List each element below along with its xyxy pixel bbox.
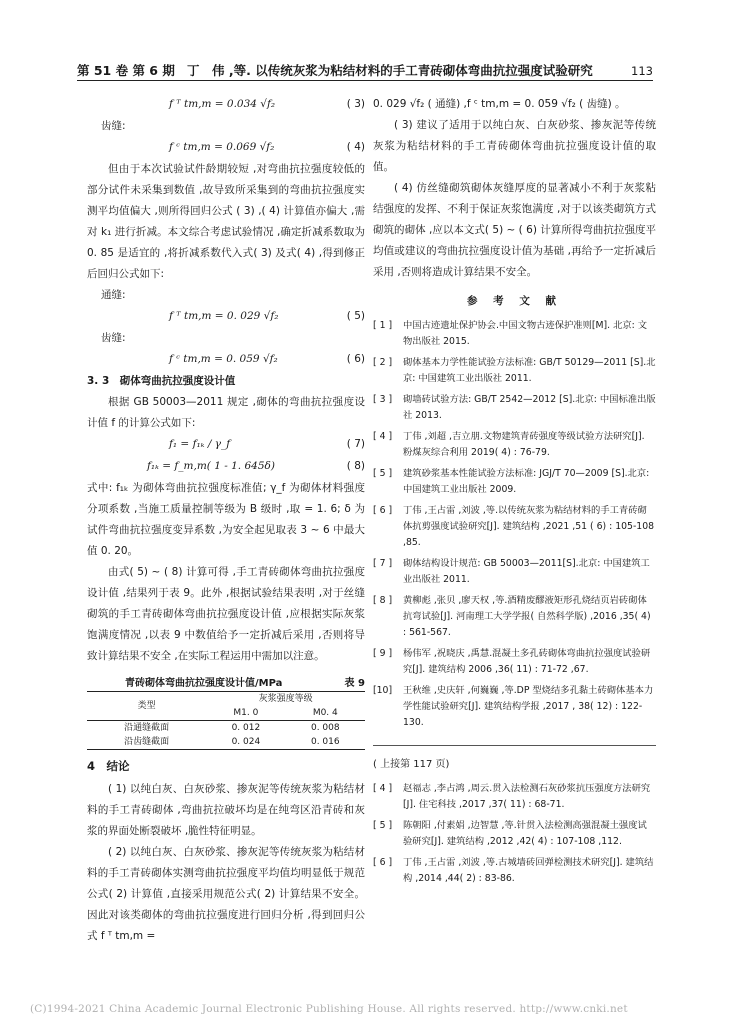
left-column: [87, 94, 365, 947]
conclusion-3: ( 3) 建议了适用于以纯白灰、白灰砂浆、掺灰泥等传统灰浆为粘结材料的手工青砖砌体弯曲抗拉强度设计值的取值。: [373, 119, 656, 173]
paragraph-results: 由式( 5) ~ ( 8) 计算可得 ,手工青砖砌体弯曲抗拉强度设计值 ,结果列于表 9。此外 ,根据试验结果表明 ,对于丝缝砌筑的手工青砖砌体弯曲抗拉强度设计值 ,应根据实际灰浆饱满度情况 ,以表 9 中数值给予一定折减后采用 ,否则将导致计算结果不安全 ,在实际工程运用中需加以注意。: [87, 566, 365, 662]
right-column: [373, 94, 656, 892]
table-row: [87, 735, 365, 750]
reference-item: [373, 355, 656, 387]
reference-item: [373, 818, 656, 850]
header-rule: [77, 80, 653, 81]
table-cell: 0. 012: [231, 723, 261, 733]
reference-item: [373, 855, 656, 887]
running-title: 丁 伟 ,等. 以传统灰浆为粘结材料的手工青砖砌体弯曲抗拉强度试验研究: [187, 63, 593, 78]
reference-number: [ 8 ]: [373, 595, 393, 606]
table-cell: 0. 024: [231, 737, 261, 747]
conclusion-4: ( 4) 仿丝缝砌筑砌体灰缝厚度的显著减小不利于灰浆粘结强度的发挥、不利于保证灰浆饱满度 ,对于以该类砌筑方式砌筑的砌体 ,应以本文式( 5) ~ ( 6) 计算所得弯曲抗拉强度平均值或建议的弯曲抗拉强度设计值为基础 ,再给予一定折减后采用 ,否则将造成计算结果不安全。: [373, 182, 656, 278]
table-cell: 沿齿缝截面: [124, 737, 170, 747]
reference-text: 黄柳彪 ,张贝 ,廖天权 ,等.酒精废醪液矩形孔烧结页岩砖砌体抗弯试验[J]. 河南理工大学学报( 自然科学版) ,2016 ,35( 4) : 561-567.: [403, 595, 651, 638]
reference-number: [ 6 ]: [373, 857, 393, 868]
reference-text: 丁伟 ,刘超 ,吉立朋.文物建筑青砖强度等级试验方法研究[J]. 粉煤灰综合利用 2019( 4) : 76-79.: [403, 431, 645, 458]
continuation-divider: [373, 745, 656, 746]
table-9: [87, 691, 365, 750]
formula-3: [87, 94, 365, 116]
reference-text: 砌墙砖试验方法: GB/T 2542—2012 [S].北京: 中国标准出版社 2013.: [403, 394, 656, 421]
table-header-type: 类型: [87, 692, 206, 721]
formula-3-number: ( 3): [346, 98, 365, 110]
formula-5: [87, 306, 365, 328]
reference-item: [373, 503, 656, 551]
formula-8-expr: f₁ₖ = f_m,m( 1 - 1. 645δ): [147, 460, 275, 472]
reference-text: 中国古迹遗址保护协会.中国文物古迹保护准则[M]. 北京: 文物出版社 2015.: [403, 320, 648, 347]
reference-number: [ 4 ]: [373, 431, 393, 442]
paragraph-symbols: 式中: f₁ₖ 为砌体弯曲抗拉强度标准值; γ_f 为砌体材料强度分项系数 ,当施工质量控制等级为 B 级时 ,取 = 1. 6; δ 为试件弯曲抗拉强度变异系数 ,为安全起见取表 3 ~ 6 中最大值 0. 20。: [87, 482, 365, 557]
references-heading: 参 考 文 献: [467, 295, 562, 307]
section-4-heading: 4 结论: [87, 759, 130, 773]
reference-number: [10]: [373, 685, 393, 696]
table-header-group: 灰浆强度等级: [258, 694, 313, 704]
table-9-caption: [87, 673, 365, 691]
formula-5-number: ( 5): [346, 310, 365, 322]
reference-text: 王秋维 ,史庆轩 ,何巍巍 ,等.DP 型烧结多孔黏土砖砌体基本力学性能试验研究[J]. 建筑结构学报 ,2017 , 38( 12) : 122-130.: [403, 685, 654, 728]
reference-text: 赵福志 ,李占鸿 ,周云.贯入法检测石灰砂浆抗压强度方法研究[J]. 住宅科技 ,2017 ,37( 11) : 68-71.: [403, 783, 651, 810]
reference-text: 砌体基本力学性能试验方法标准: GB/T 50129—2011 [S].北京: 中国建筑工业出版社 2011.: [403, 357, 656, 384]
reference-text: 砌体结构设计规范: GB 50003—2011[S].北京: 中国建筑工业出版社 2011.: [403, 558, 650, 585]
table-cell: 0. 008: [310, 723, 340, 733]
reference-text: 建筑砂浆基本性能试验方法标准: JGJ/T 70—2009 [S].北京: 中国建筑工业出版社 2009.: [403, 468, 650, 495]
formula-6: [87, 349, 365, 371]
formula-7-number: ( 7): [346, 438, 365, 450]
reference-number: [ 6 ]: [373, 505, 393, 516]
paragraph-design-formula: 根据 GB 50003—2011 规定 ,砌体的弯曲抗拉强度设计值 f 的计算公式如下:: [87, 396, 365, 429]
reference-item: [373, 556, 656, 588]
reference-item: [373, 429, 656, 461]
label-tooth-joint: 齿缝:: [101, 120, 126, 132]
reference-item: [373, 466, 656, 498]
formula-4: [87, 137, 365, 159]
table-cell: 沿通缝截面: [124, 723, 170, 733]
continuation-note: ( 上接第 117 页): [373, 759, 450, 770]
reference-item: [373, 781, 656, 813]
table-9-number: 表 9: [344, 678, 365, 689]
reference-text: 丁伟 ,王占雷 ,刘波 ,等.以传统灰浆为粘结材料的手工青砖砌体抗剪强度试验研究[J]. 建筑结构 ,2021 ,51 ( 6) : 105-108 ,85.: [403, 505, 655, 548]
formula-7: [87, 434, 365, 456]
copyright-footer: (C)1994-2021 China Academic Journal Electronic Publishing House. All rights reserved. http://www.cnki.net: [30, 1003, 628, 1015]
reference-number: [ 5 ]: [373, 820, 393, 831]
table-row: [87, 721, 365, 736]
table-header-m04: M0. 4: [286, 706, 365, 721]
table-header-m1: M1. 0: [206, 706, 285, 721]
journal-volume-issue: 第 51 卷 第 6 期: [77, 63, 175, 78]
formula-4-expr: f ᶜ tm,m = 0.069 √f₂: [169, 141, 275, 153]
reference-item: [373, 683, 656, 731]
formula-5-expr: f ᵀ tm,m = 0. 029 √f₂: [169, 310, 279, 322]
reference-number: [ 5 ]: [373, 468, 393, 479]
formula-3-expr: f ᵀ tm,m = 0.034 √f₂: [169, 98, 276, 110]
reference-number: [ 4 ]: [373, 783, 393, 794]
reference-text: 丁伟 ,王占雷 ,刘波 ,等.古城墙砖回弹检测技术研究[J]. 建筑结构 ,2014 ,44( 2) : 83-86.: [403, 857, 654, 884]
label-through-joint: 通缝:: [101, 289, 126, 301]
formula-6-number: ( 6): [346, 353, 365, 365]
page-header: [77, 55, 653, 79]
table-cell: 0. 016: [310, 737, 340, 747]
label-tooth-joint-2: 齿缝:: [101, 332, 126, 344]
conclusion-2: ( 2) 以纯白灰、白灰砂浆、掺灰泥等传统灰浆为粘结材料的手工青砖砌体实测弯曲抗拉强度平均值均明显低于规范公式( 2) 计算值 ,直接采用规范公式( 2) 计算结果不安全。因此对该类砌体的弯曲抗拉强度进行回归分析 ,得到回归公式 f ᵀ tm,m =: [87, 846, 365, 942]
formula-4-number: ( 4): [346, 141, 365, 153]
reference-number: [ 3 ]: [373, 394, 393, 405]
conclusion-2-continued: 0. 029 √f₂ ( 通缝) ,f ᶜ tm,m = 0. 059 √f₂ ( 齿缝) 。: [373, 98, 626, 110]
reference-number: [ 2 ]: [373, 357, 393, 368]
conclusion-1: ( 1) 以纯白灰、白灰砂浆、掺灰泥等传统灰浆为粘结材料的手工青砖砌体 ,弯曲抗拉破坏均是在纯弯区沿青砖和灰浆的界面处断裂破坏 ,脆性特征明显。: [87, 783, 365, 837]
paragraph-reduction: 但由于本次试验试件龄期较短 ,对弯曲抗拉强度较低的部分试件未采集到数值 ,故导致所采集到的弯曲抗拉强度实测平均值偏大 ,则所得回归公式 ( 3) ,( 4) 计算值亦偏大 ,需对 k₁ 进行折减。本文综合考虑试验情况 ,确定折减系数取为 0. 85 是适宜的 ,将折减系数代入式( 3) 及式( 4) ,得到修正后回归公式如下:: [87, 163, 365, 280]
reference-item: [373, 593, 656, 641]
section-3-3-heading: 3. 3 砌体弯曲抗拉强度设计值: [87, 375, 236, 387]
formula-8: [87, 456, 365, 478]
formula-6-expr: f ᶜ tm,m = 0. 059 √f₂: [169, 353, 278, 365]
reference-text: 陈朝阳 ,付素娟 ,边智慧 ,等.针贯入法检测高强混凝土强度试验研究[J]. 建筑结构 ,2012 ,42( 4) : 107-108 ,112.: [403, 820, 647, 847]
reference-text: 杨伟军 ,祝晓庆 ,禹慧.混凝土多孔砖砌体弯曲抗拉强度试验研究[J]. 建筑结构 2006 ,36( 11) : 71-72 ,67.: [403, 648, 651, 675]
reference-number: [ 7 ]: [373, 558, 393, 569]
reference-item: [373, 392, 656, 424]
formula-8-number: ( 8): [346, 460, 365, 472]
page-number: 113: [631, 64, 653, 78]
reference-number: [ 1 ]: [373, 320, 393, 331]
table-9-title: 青砖砌体弯曲抗拉强度设计值/MPa: [125, 678, 283, 689]
reference-number: [ 9 ]: [373, 648, 393, 659]
reference-item: [373, 318, 656, 350]
reference-item: [373, 646, 656, 678]
formula-7-expr: f₁ = f₁ₖ / γ_f: [169, 438, 231, 450]
